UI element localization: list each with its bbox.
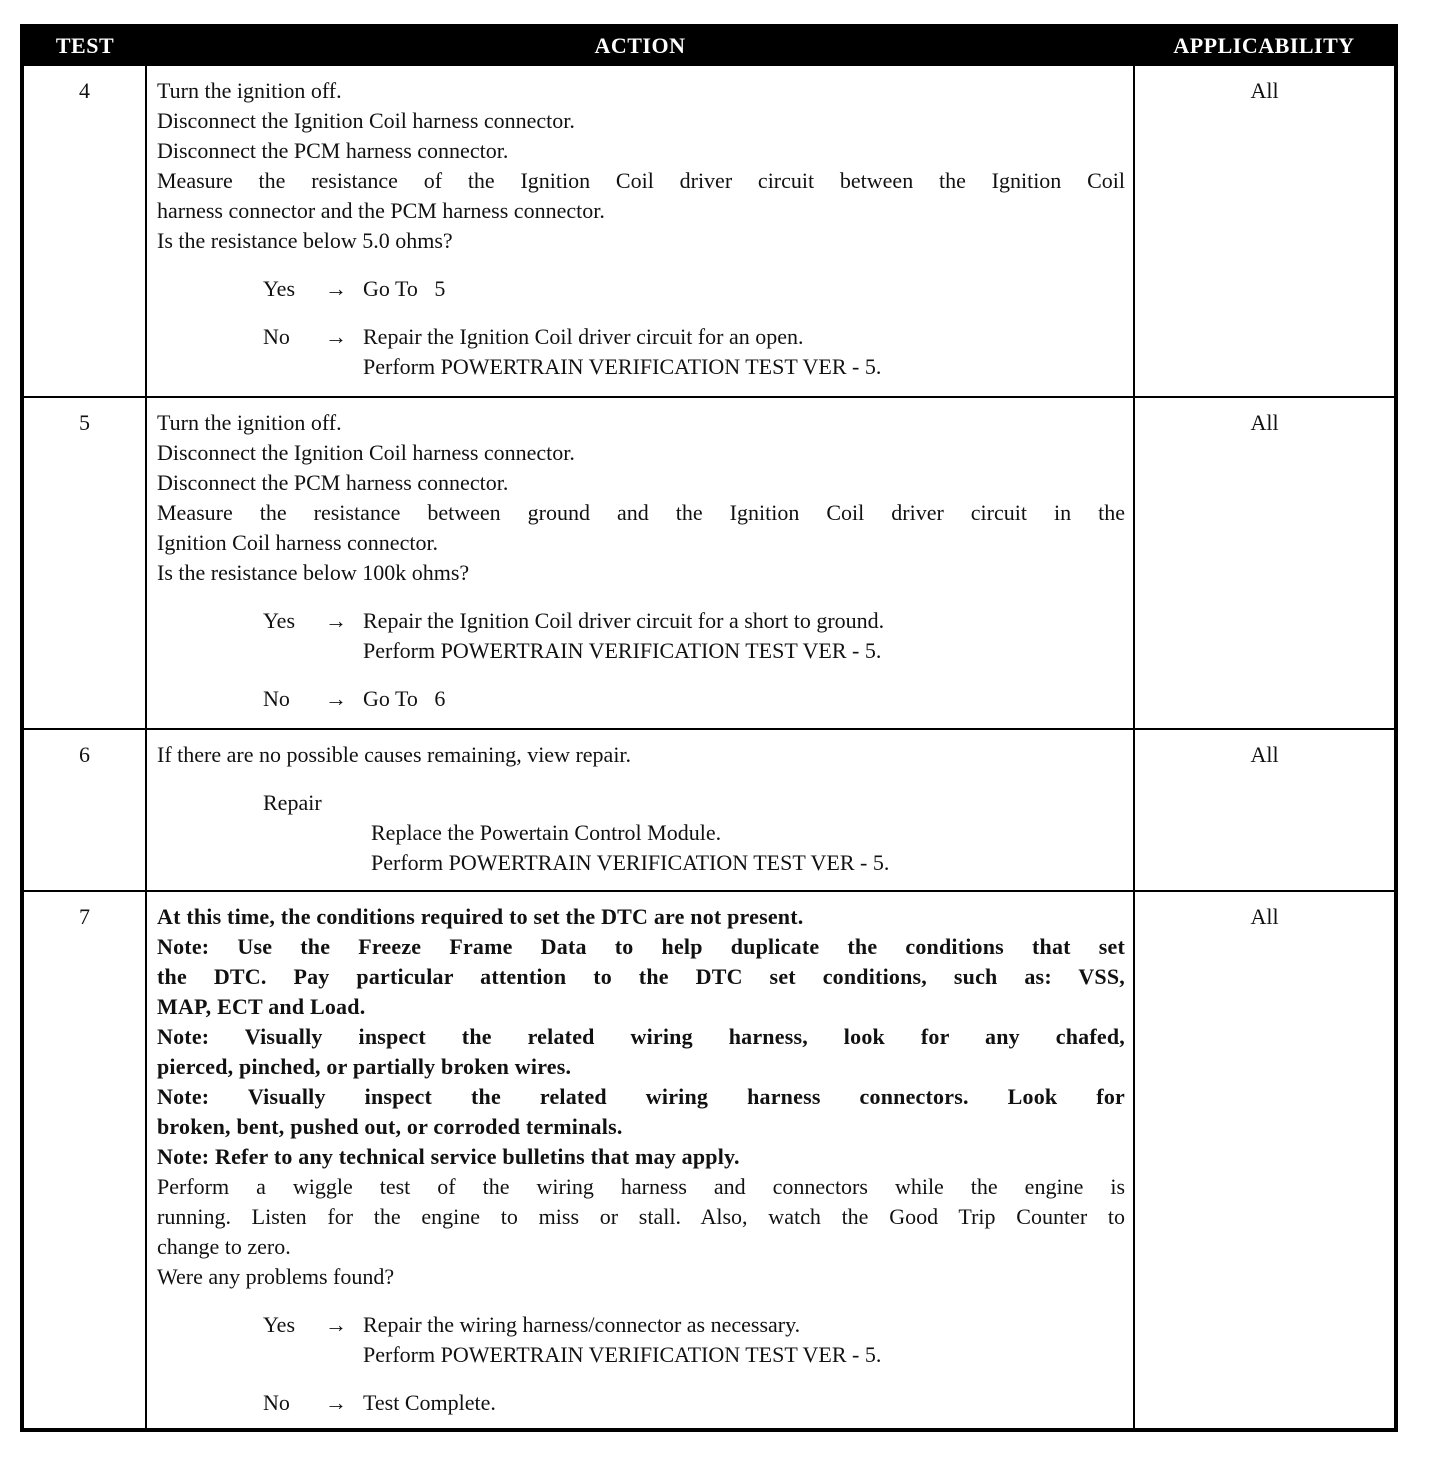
action-line: Is the resistance below 5.0 ohms? (157, 228, 453, 253)
action-line: harness connector and the PCM harness connector. (157, 198, 605, 223)
no-text: Repair the Ignition Coil driver circuit for an open. (363, 324, 804, 349)
table-row-test-4 (22, 65, 1396, 397)
arrow-icon: → (325, 324, 347, 349)
action-cell (146, 891, 1134, 1430)
note-line: broken, bent, pushed out, or corroded terminals. (157, 1114, 623, 1139)
action-line: If there are no possible causes remaining, view repair. (157, 742, 632, 767)
arrow-icon: → (325, 686, 347, 711)
arrow-icon: → (325, 1390, 347, 1415)
action-line: Disconnect the PCM harness connector. (157, 470, 509, 495)
note-line: pierced, pinched, or partially broken wires. (157, 1054, 572, 1079)
header-applicability: APPLICABILITY (1134, 26, 1396, 65)
note-line: Note: Visually inspect the related wiring harness connectors. Look for (157, 1084, 1125, 1109)
action-line: Is the resistance below 100k ohms? (157, 560, 470, 585)
table-row-test-6 (22, 729, 1396, 891)
repair-label: Repair (263, 790, 322, 815)
action-cell (146, 397, 1134, 729)
arrow-icon: → (325, 1312, 347, 1337)
action-line: Disconnect the Ignition Coil harness connector. (157, 108, 575, 133)
header-test: TEST (22, 26, 146, 65)
action-line: change to zero. (157, 1234, 291, 1259)
note-line: MAP, ECT and Load. (157, 994, 366, 1019)
yes-text: Perform POWERTRAIN VERIFICATION TEST VER - 5. (363, 638, 882, 663)
yes-response (157, 274, 1125, 304)
action-cell (146, 729, 1134, 891)
action-line: running. Listen for the engine to miss or stall. Also, watch the Good Trip Counter to (157, 1204, 1125, 1229)
test-number: 7 (22, 891, 146, 1430)
no-label: No (263, 1390, 290, 1415)
yes-text: Repair the wiring harness/connector as necessary. (363, 1312, 801, 1337)
yes-label: Yes (263, 608, 296, 633)
arrow-icon: → (325, 276, 347, 301)
header-row (22, 26, 1396, 65)
action-line: Measure the resistance of the Ignition Coil driver circuit between the Ignition Coil (157, 168, 1125, 193)
note-line: Note: Refer to any technical service bulletins that may apply. (157, 1144, 740, 1169)
yes-label: Yes (263, 1312, 296, 1337)
applicability-cell: All (1134, 891, 1396, 1430)
yes-text: Go To 5 (363, 276, 446, 301)
action-line: Disconnect the Ignition Coil harness connector. (157, 440, 575, 465)
table-row-test-7 (22, 891, 1396, 1430)
note-line: At this time, the conditions required to set the DTC are not present. (157, 904, 804, 929)
note-line: Note: Use the Freeze Frame Data to help duplicate the conditions that set (157, 934, 1125, 959)
note-line: the DTC. Pay particular attention to the DTC set conditions, such as: VSS, (157, 964, 1125, 989)
no-text: Test Complete. (363, 1390, 496, 1415)
action-line: Disconnect the PCM harness connector. (157, 138, 509, 163)
no-label: No (263, 686, 290, 711)
action-line: Turn the ignition off. (157, 410, 342, 435)
no-response (157, 684, 1125, 714)
header-action: ACTION (146, 26, 1134, 65)
test-number: 5 (22, 397, 146, 729)
yes-label: Yes (263, 276, 296, 301)
no-text: Go To 6 (363, 686, 446, 711)
no-response (157, 322, 1125, 382)
repair-text: Replace the Powertain Control Module. (371, 820, 722, 845)
action-line: Ignition Coil harness connector. (157, 530, 439, 555)
yes-text: Repair the Ignition Coil driver circuit for a short to ground. (363, 608, 885, 633)
yes-response (157, 1310, 1125, 1370)
arrow-icon: → (325, 608, 347, 633)
test-number: 4 (22, 65, 146, 397)
diagnostic-table (20, 24, 1398, 1432)
yes-text: Perform POWERTRAIN VERIFICATION TEST VER - 5. (363, 1342, 882, 1367)
no-response (157, 1388, 1125, 1418)
action-line: Turn the ignition off. (157, 78, 342, 103)
repair-text: Perform POWERTRAIN VERIFICATION TEST VER - 5. (371, 850, 890, 875)
note-line: Note: Visually inspect the related wiring harness, look for any chafed, (157, 1024, 1125, 1049)
table-row-test-5 (22, 397, 1396, 729)
action-line: Perform a wiggle test of the wiring harness and connectors while the engine is (157, 1174, 1125, 1199)
no-text: Perform POWERTRAIN VERIFICATION TEST VER - 5. (363, 354, 882, 379)
applicability-cell: All (1134, 397, 1396, 729)
yes-response (157, 606, 1125, 666)
applicability-cell: All (1134, 729, 1396, 891)
test-number: 6 (22, 729, 146, 891)
action-line: Measure the resistance between ground and the Ignition Coil driver circuit in the (157, 500, 1125, 525)
no-label: No (263, 324, 290, 349)
action-cell (146, 65, 1134, 397)
action-line: Were any problems found? (157, 1264, 395, 1289)
applicability-cell: All (1134, 65, 1396, 397)
